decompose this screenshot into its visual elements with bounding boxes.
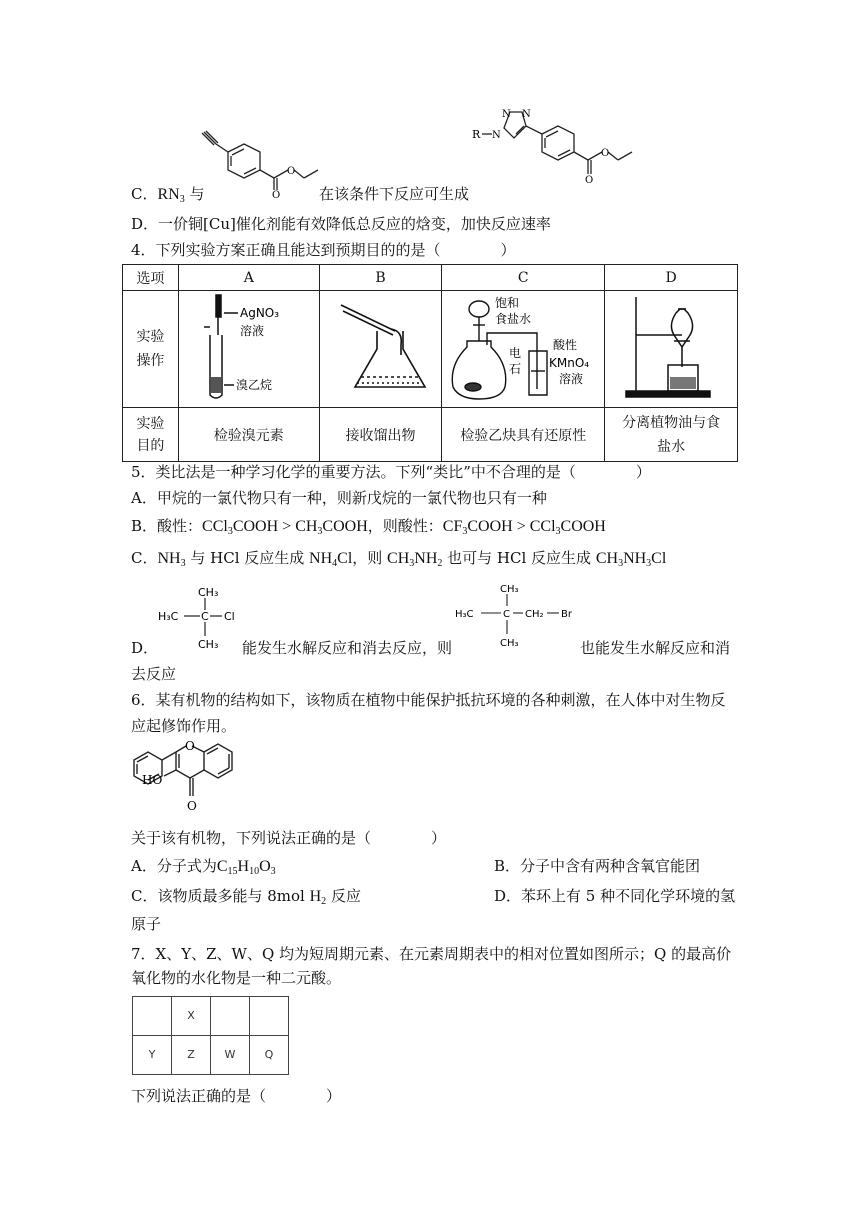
- label-agno3: AgNO₃: [239, 306, 279, 320]
- q5-option-b: B．酸性：CCl$_3$COOH > $CH_3COOH$，则酸性：$CF_3COOH$ > CCl$_3$COOH: [131, 517, 606, 537]
- mol1-o-ester: O: [287, 166, 296, 177]
- header-c: C: [442, 265, 605, 291]
- row-purpose-label: 实验 目的: [123, 408, 179, 462]
- periodic-table-fragment: [132, 996, 288, 1076]
- label-carbide-2: 石: [509, 362, 522, 376]
- svg-text:Br: Br: [561, 609, 572, 620]
- mol2-o-carbonyl: O: [585, 175, 594, 186]
- q6-ask: 关于该有机物，下列说法正确的是（ ）: [131, 829, 447, 847]
- dropper-test-tube-drawing: [180, 291, 318, 403]
- apparatus-a: [178, 291, 319, 408]
- label-carbide-1: 电: [509, 346, 522, 360]
- label-bromoethane: 溴乙烷: [235, 378, 272, 392]
- cell-y: Y: [132, 1035, 172, 1075]
- purpose-d: 分离植物油与食盐水: [605, 408, 738, 462]
- mol2-n3: N: [522, 109, 531, 120]
- apparatus-d: [605, 291, 738, 408]
- q6-option-c: C．该物质最多能与 8mol $H_2$ 反应: [131, 887, 361, 907]
- svg-text:H₃C: H₃C: [455, 609, 474, 620]
- svg-text:Cl: Cl: [224, 610, 235, 623]
- svg-text:CH₃: CH₃: [500, 584, 519, 595]
- mol1-o-carbonyl: O: [272, 190, 281, 198]
- svg-text:CH₃: CH₃: [500, 638, 519, 649]
- cell-empty-3: [249, 996, 289, 1036]
- q7-stem-2: 氧化物的水化物是一种二元酸。: [131, 969, 342, 987]
- label-kmno4-solution: 溶液: [559, 372, 584, 386]
- label-saturated: 饱和: [495, 296, 520, 310]
- row-operation-label: 实验 操作: [123, 291, 179, 408]
- q6-stem-2: 应起修饰作用。: [131, 717, 237, 735]
- header-b: B: [319, 265, 442, 291]
- cell-empty-2: [210, 996, 250, 1036]
- q7-stem-1: 7．X、Y、Z、W、Q 均为短周期元素、在元素周期表中的相对位置如图所示；Q 的最高价: [131, 945, 732, 963]
- q6-option-a: A．分子式为$C_{15}H_{10}O_3$: [131, 857, 276, 877]
- q5-option-d-wrap: 去反应: [131, 665, 177, 683]
- q5-option-a: A．甲烷的一氯代物只有一种，则新戊烷的一氯代物也只有一种: [131, 489, 547, 507]
- flavonol-o-keto: O: [187, 799, 197, 813]
- purpose-c: 检验乙炔具有还原性: [442, 408, 605, 462]
- cell-q: Q: [249, 1035, 289, 1075]
- apparatus-b: [319, 291, 442, 408]
- flavonol-structure: [128, 740, 248, 824]
- flavonol-o-ring: O: [185, 740, 195, 753]
- mol2-n2: N: [502, 109, 511, 120]
- header-option: 选项: [123, 265, 179, 291]
- q6-option-b: B．分子中含有两种含氧官能团: [494, 857, 701, 875]
- mol2-n1: N: [492, 130, 501, 141]
- svg-text:CH₂: CH₂: [525, 609, 544, 620]
- cell-x: X: [171, 996, 211, 1036]
- mol2-r: R: [472, 128, 481, 141]
- cell-z: Z: [171, 1035, 211, 1075]
- q5-option-c: C．$NH_3$ 与 HCl 反应生成 $NH_4Cl$，则 $CH_3NH_2$ 也可与 HCl 反应生成 $CH_3NH_3Cl$: [131, 549, 667, 569]
- q5-option-d-mid: 能发生水解反应和消去反应，则: [242, 639, 453, 657]
- header-a: A: [178, 265, 319, 291]
- svg-text:C: C: [503, 609, 510, 620]
- label-brine: 食盐水: [495, 312, 532, 326]
- svg-text:H₃C: H₃C: [158, 610, 179, 623]
- apparatus-c: [442, 291, 605, 408]
- q3-option-d: D．一价铜[Cu]催化剂能有效降低总反应的焓变，加快反应速率: [131, 215, 551, 233]
- label-kmno4: KMnO₄: [549, 356, 590, 370]
- neopentyl-bromide-structure: [455, 580, 579, 654]
- svg-text:CH₃: CH₃: [198, 638, 219, 651]
- q6-stem-1: 6．某有机物的结构如下，该物质在植物中能保护抵抗环境的各种刺激，在人体中对生物反: [131, 691, 726, 709]
- q3-option-c-tail: 在该条件下反应可生成: [319, 185, 470, 203]
- flavonol-ho: HO: [142, 773, 163, 787]
- q4-experiment-table: [122, 264, 738, 462]
- acetylene-generator-drawing: [443, 291, 603, 403]
- ethynylbenzoate-structure: [196, 128, 326, 198]
- q5-option-d-letter: D．: [131, 639, 159, 657]
- tert-butyl-chloride-structure: [158, 584, 248, 654]
- separatory-funnel-drawing: [606, 291, 736, 403]
- q6-option-d-wrap: 原子: [131, 915, 162, 933]
- label-solution: 溶液: [239, 324, 264, 338]
- q6-option-d: D．苯环上有 5 种不同化学环境的氢: [494, 887, 736, 905]
- triazole-product-structure: [470, 104, 640, 198]
- purpose-b: 接收馏出物: [319, 408, 442, 462]
- q5-stem: 5．类比法是一种学习化学的重要方法。下列“类比”中不合理的是（ ）: [131, 463, 651, 481]
- header-d: D: [605, 265, 738, 291]
- label-acidic: 酸性: [553, 338, 578, 352]
- svg-text:CH₃: CH₃: [198, 586, 219, 599]
- mol2-o-ester: O: [601, 148, 610, 159]
- q4-stem: 4．下列实验方案正确且能达到预期目的的是（ ）: [131, 241, 516, 259]
- cell-empty-1: [132, 996, 172, 1036]
- receiving-flask-drawing: [321, 291, 441, 403]
- svg-text:C: C: [201, 610, 209, 623]
- purpose-a: 检验溴元素: [178, 408, 319, 462]
- cell-w: W: [210, 1035, 250, 1075]
- q7-ask: 下列说法正确的是（ ）: [131, 1087, 342, 1105]
- q3-option-c: C．$RN_3$ 与: [131, 185, 205, 205]
- q5-option-d-end: 也能发生水解反应和消: [580, 639, 731, 657]
